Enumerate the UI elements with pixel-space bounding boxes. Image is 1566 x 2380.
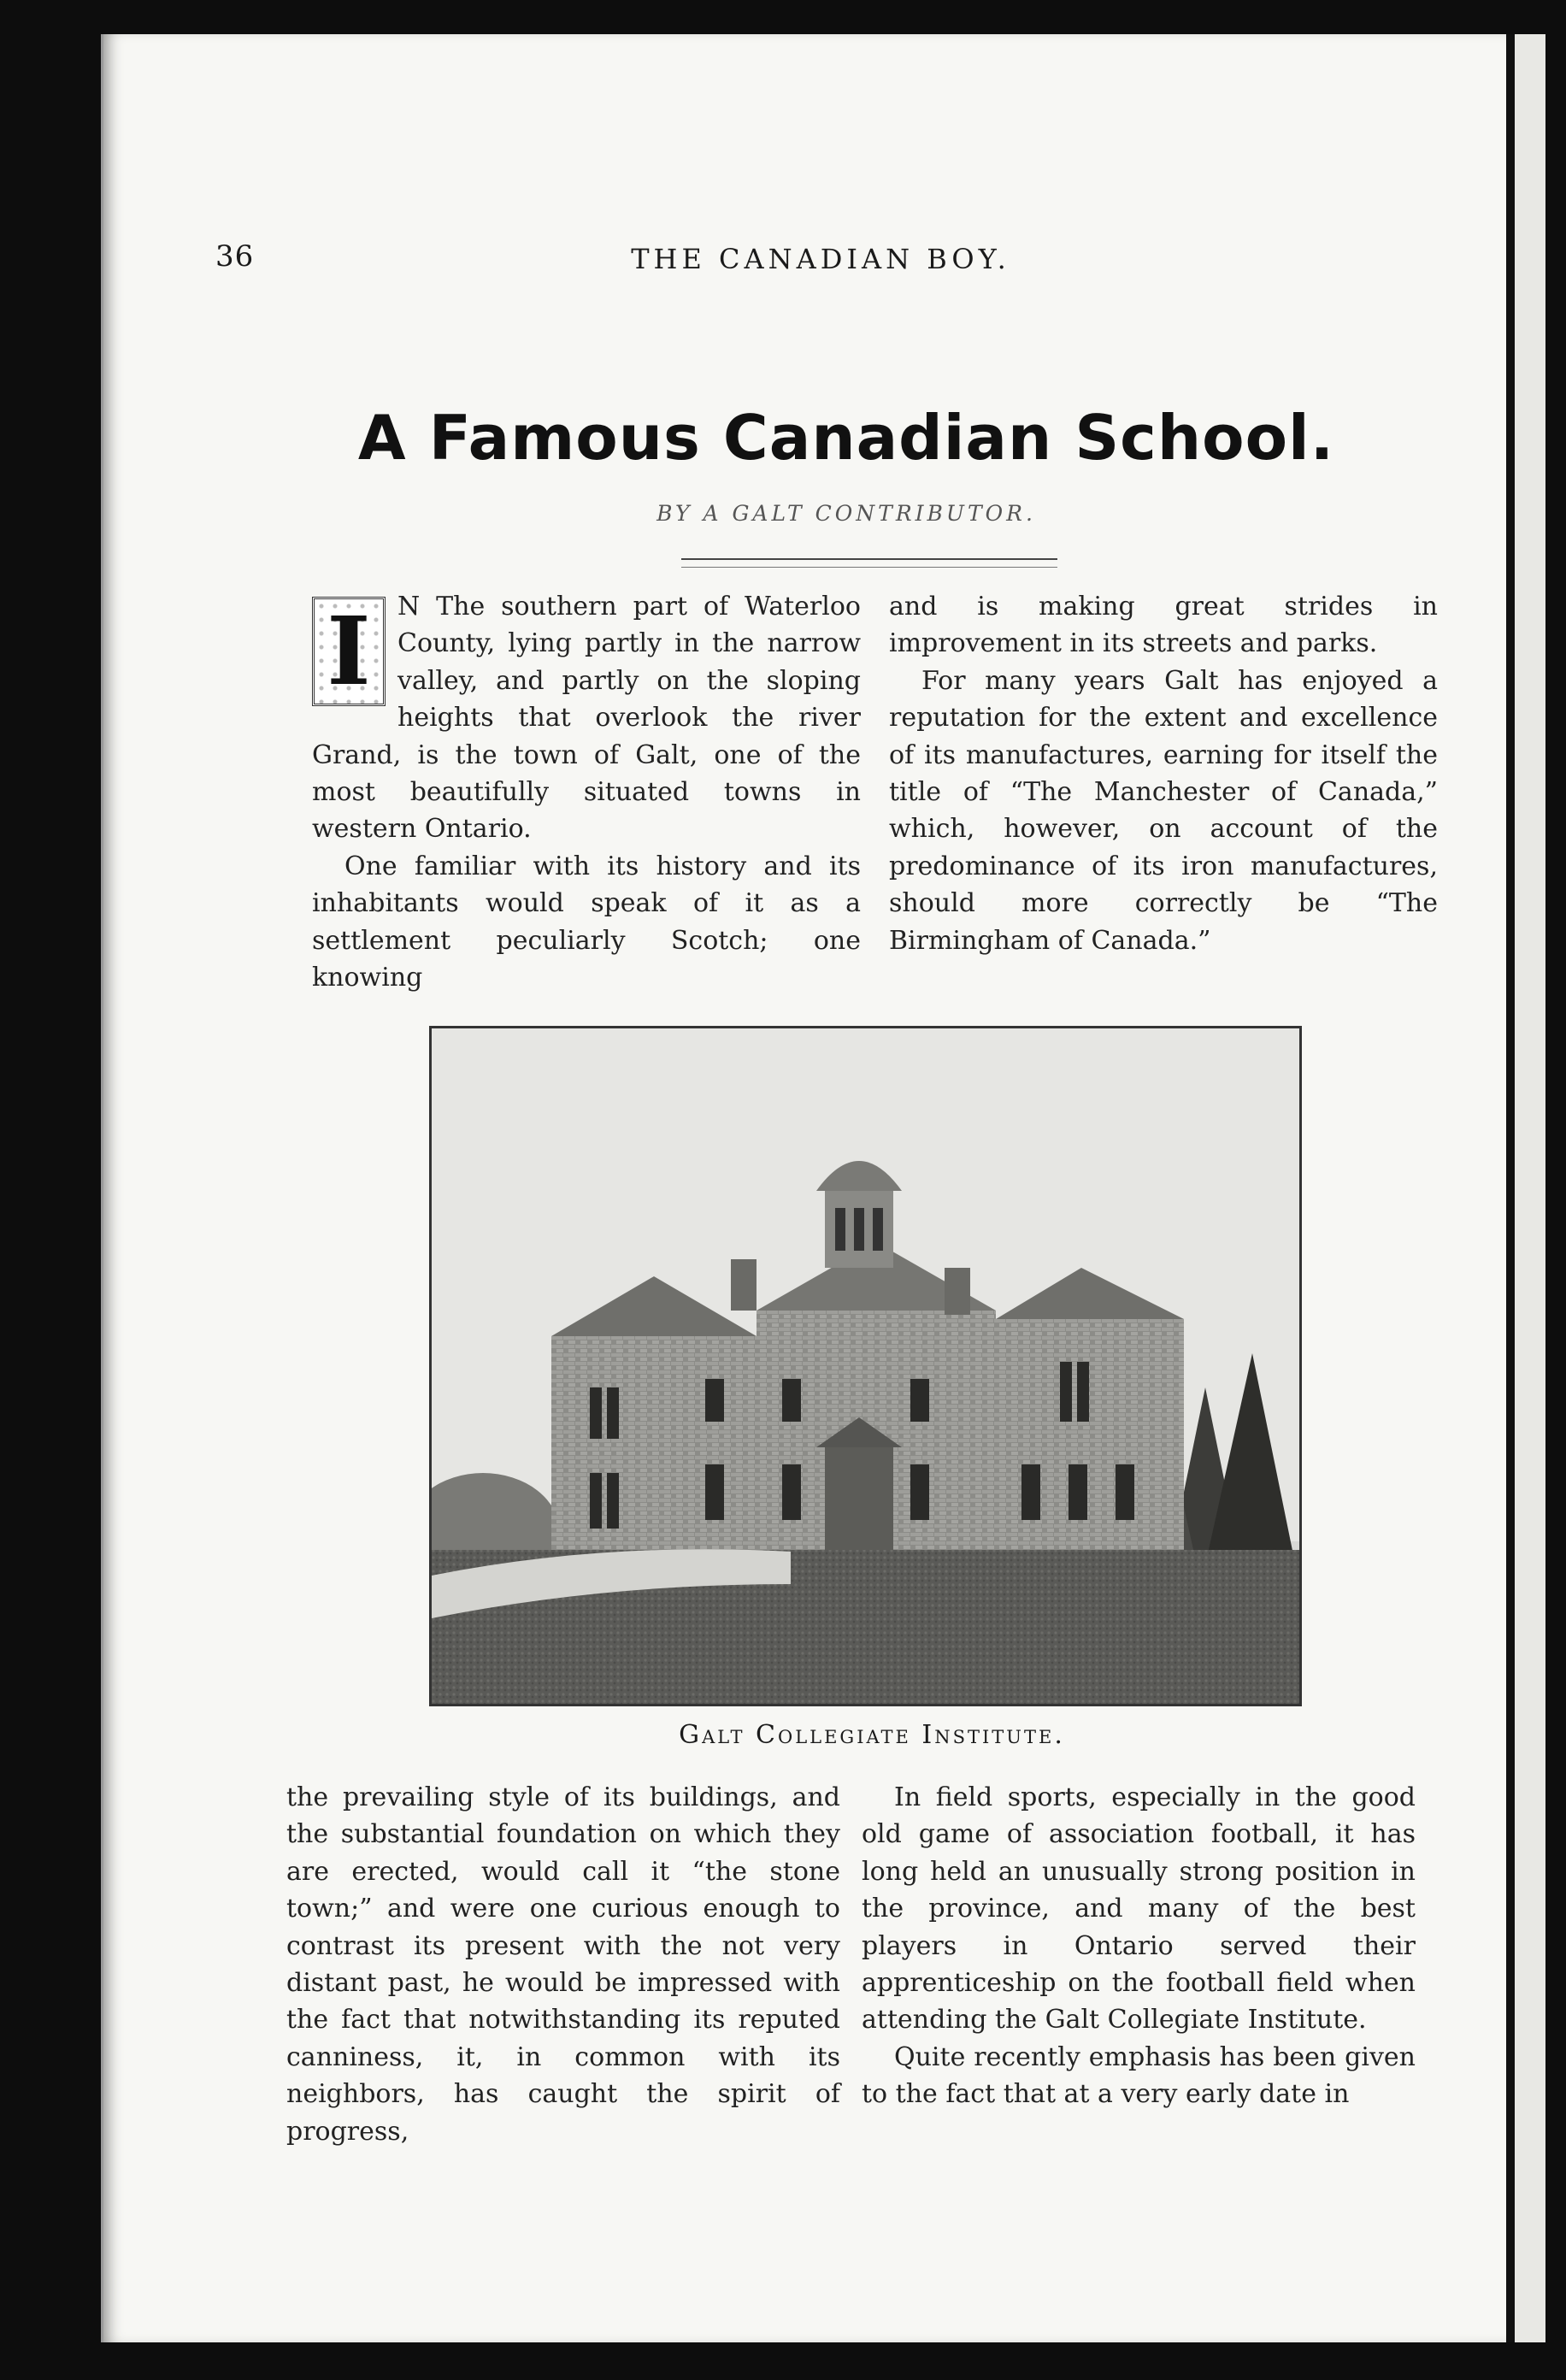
paragraph: and is making great strides in improvement in its streets and parks. [889, 592, 1438, 659]
page-number: 36 [215, 239, 255, 274]
paragraph: For many years Galt has enjoyed a reputation for the extent and excellence of its manufactures, earning for itself the title of “The Manchester of Canada,” which, however, on account of the predominance of its iron manufactures, should more correctly be “The Birmingham of Canada.” [889, 665, 1438, 956]
title-rule [681, 558, 1057, 560]
school-photograph [429, 1026, 1302, 1706]
paragraph: One familiar with its history and its inhabitants would speak of it as a settlement peculiarly Scotch; one knowing [312, 851, 861, 993]
paragraph: Quite recently emphasis has been given to the fact that at a very early date in [862, 2041, 1416, 2110]
running-head [0, 239, 1566, 282]
title-rule-thin [681, 567, 1057, 568]
article-title: A Famous Canadian School. [357, 402, 1335, 474]
journal-title: THE CANADIAN BOY. [631, 243, 1010, 275]
paragraph: In field sports, especially in the good old game of association football, it has long held an unusually strong position in the province, and many of the best players in Ontario served their apprenticeship on the football field when attending the Galt Collegiate Institute. [862, 1782, 1416, 2035]
drop-cap: I [312, 597, 386, 706]
book-spine [1506, 34, 1515, 2342]
paragraph [312, 588, 861, 848]
article-byline: BY A GALT CONTRIBUTOR. [656, 501, 1036, 526]
school-building-illustration [432, 1028, 1299, 1704]
figure-caption: Galt Collegiate Institute. [679, 1720, 1065, 1750]
text-column-4 [862, 1779, 1416, 2113]
text-column-2 [889, 588, 1438, 959]
text-column-1 [312, 588, 861, 996]
paragraph-text: N The southern part of Waterloo County, lying partly in the narrow valley, and partly on the sloping heights that overlook the river Grand, is the town of Galt, one of the most beautifully situated towns in western Ontario. [312, 592, 861, 845]
paragraph: the prevailing style of its buildings, and the substantial foundation on which they are erected, would call it “the stone town;” and were one curious enough to contrast its present with the not very distant past, he would be impressed with the fact that notwithstanding its reputed canniness, it, in common with its neighbors, has caught the spirit of progress, [286, 1782, 840, 2147]
facing-page-edge [1511, 34, 1545, 2342]
text-column-3 [286, 1779, 840, 2150]
